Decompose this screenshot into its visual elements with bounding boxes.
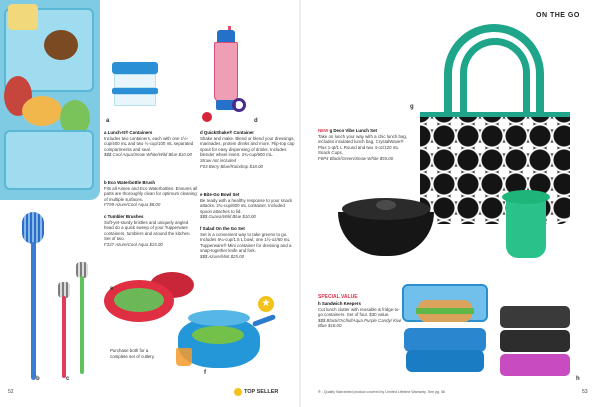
mini-dressing-container-photo <box>176 348 192 366</box>
item-e-price: $$$ Guava/Wild Blue $10.00 <box>200 214 256 220</box>
snack-cup-photo <box>502 190 550 260</box>
special-value-label: SPECIAL VALUE <box>318 294 358 300</box>
item-c-price: F337 Azure/Cool Aqua $15.00 <box>104 241 163 247</box>
item-letter-b: b <box>36 376 40 382</box>
item-h-name: h Sandwich Keepers <box>318 301 361 306</box>
item-e-copy <box>200 192 296 220</box>
item-f-copy <box>200 226 296 260</box>
item-letter-e: e <box>110 286 114 292</box>
crystalwave-round-photo <box>338 198 434 256</box>
item-letter-g: g <box>410 104 414 110</box>
item-g-desc: Take on lunch your way with a chic lunch bag, includes insulated lunch bag, CrystalWave® Plus 1-qt/1 L Round and two 4-oz/120 mL Snack Cups. <box>318 133 408 156</box>
item-h-desc: Cut lunch clutter with reusable & fridge-to-go containers. Set of four. $30 value. <box>318 306 400 318</box>
item-f-desc: Set is a convenient way to take greens to go. Includes 6¼-cup/1.5 L bowl, one 1½-oz/60 mL Tupperware® Mini container for dressing and a snap-together knife and fork. <box>200 231 292 254</box>
page-number-right: 53 <box>582 389 588 395</box>
top-seller-legend-icon <box>234 388 242 396</box>
item-c-copy <box>104 214 198 248</box>
item-g-copy <box>318 128 410 162</box>
item-d-copy <box>200 130 296 169</box>
strawberry-decor <box>202 112 212 122</box>
item-g-new-badge: NEW <box>318 128 329 133</box>
item-h-copy <box>318 301 402 329</box>
eco-waterbottle-brush-photo <box>18 212 48 380</box>
item-d-price: F03 Berry Blue/Raindrop $18.00 <box>200 163 263 169</box>
blender-wheel-insert-photo <box>232 98 246 112</box>
item-c-desc: Soft-yet-sturdy bristles and uniquely angled head do a quick sweep of your Tupperware containers, tumblers and around the kitchen. Set of two. <box>104 219 191 242</box>
item-letter-h: h <box>576 376 580 382</box>
item-b-copy <box>104 180 198 208</box>
section-title: ON THE GO <box>536 12 580 19</box>
item-e-name: e Bite-Go Bowl Set <box>200 192 240 197</box>
item-b-desc: Fits all Aimee and Eco Waterbottles. Ensures all parts are thoroughly clean for optimum cleaning of multiple surfaces. <box>104 185 198 202</box>
item-letter-d: d <box>254 118 258 124</box>
item-d-name: d QuickShake® Container <box>200 130 254 135</box>
page-gutter <box>299 0 301 407</box>
tumbler-brush-green-photo <box>74 262 90 374</box>
sandwich-keeper-stack-photo <box>500 306 570 376</box>
item-a-desc: Includes two containers, each with one 1½-cup/400 mL and two ½-cup/100 mL separated compartments and seal. <box>104 135 194 152</box>
warranty-fine-print: ® - Quality Warranted product covered by Limited Lifetime Warranty. See pg. 56 <box>318 390 445 394</box>
item-f-price: $$$ Azure/Mint $25.00 <box>200 253 245 259</box>
item-a-name: a Lunch-It® Containers <box>104 130 153 135</box>
page-number-left: 52 <box>8 389 14 395</box>
item-h-price: $$$ Black/Orchid/Aqua Purple Candy/ Kiwi Blue $18.00 <box>318 317 402 329</box>
tumbler-brush-red-photo <box>56 282 72 378</box>
item-d-desc: Shake and make. Blend or blend your dressings, marinades, protein drinks and more. Flip-top cap spout for easy dispensing of drinks. Includes blender wheel insert. 2¾-cup/600 mL. <box>200 135 295 158</box>
item-d-note: Straw not included <box>200 157 237 163</box>
purchase-both-caption: Purchase both for a complete set of cutlery. <box>110 348 155 359</box>
item-f-name: f Salad On the Go Set <box>200 226 245 231</box>
item-e-desc: Be ready with a healthy response to your snack attacks. 2¾-cup/600 mL container. Included spoon attaches to lid. <box>200 197 293 214</box>
item-g-name: g Deco Vibe Lunch Set <box>329 128 377 133</box>
lunch-it-container-stack-photo <box>112 62 158 106</box>
item-g-price: F6P4 Black/Green/Snow White $55.00 <box>318 155 394 161</box>
item-letter-c: c <box>66 376 70 382</box>
lunch-it-container-photo <box>0 0 100 200</box>
top-seller-legend: TOP SELLER <box>244 389 279 395</box>
top-seller-star-icon: ★ <box>258 296 274 312</box>
item-letter-a: a <box>106 118 110 124</box>
item-b-price: F799 Azure/Cool Aqua $8.00 <box>104 202 161 208</box>
sandwich-keeper-photo <box>402 284 488 374</box>
item-c-name: c Tumbler Brushes <box>104 214 144 219</box>
item-b-name: b Eco Waterbottle Brush <box>104 180 156 185</box>
bite-go-bowl-photo <box>104 280 174 322</box>
item-letter-f: f <box>204 370 206 376</box>
item-a-copy <box>104 130 198 158</box>
item-a-price: $$$ Cool Aqua/Snow White/Wild Blue $10.00 <box>104 152 192 158</box>
